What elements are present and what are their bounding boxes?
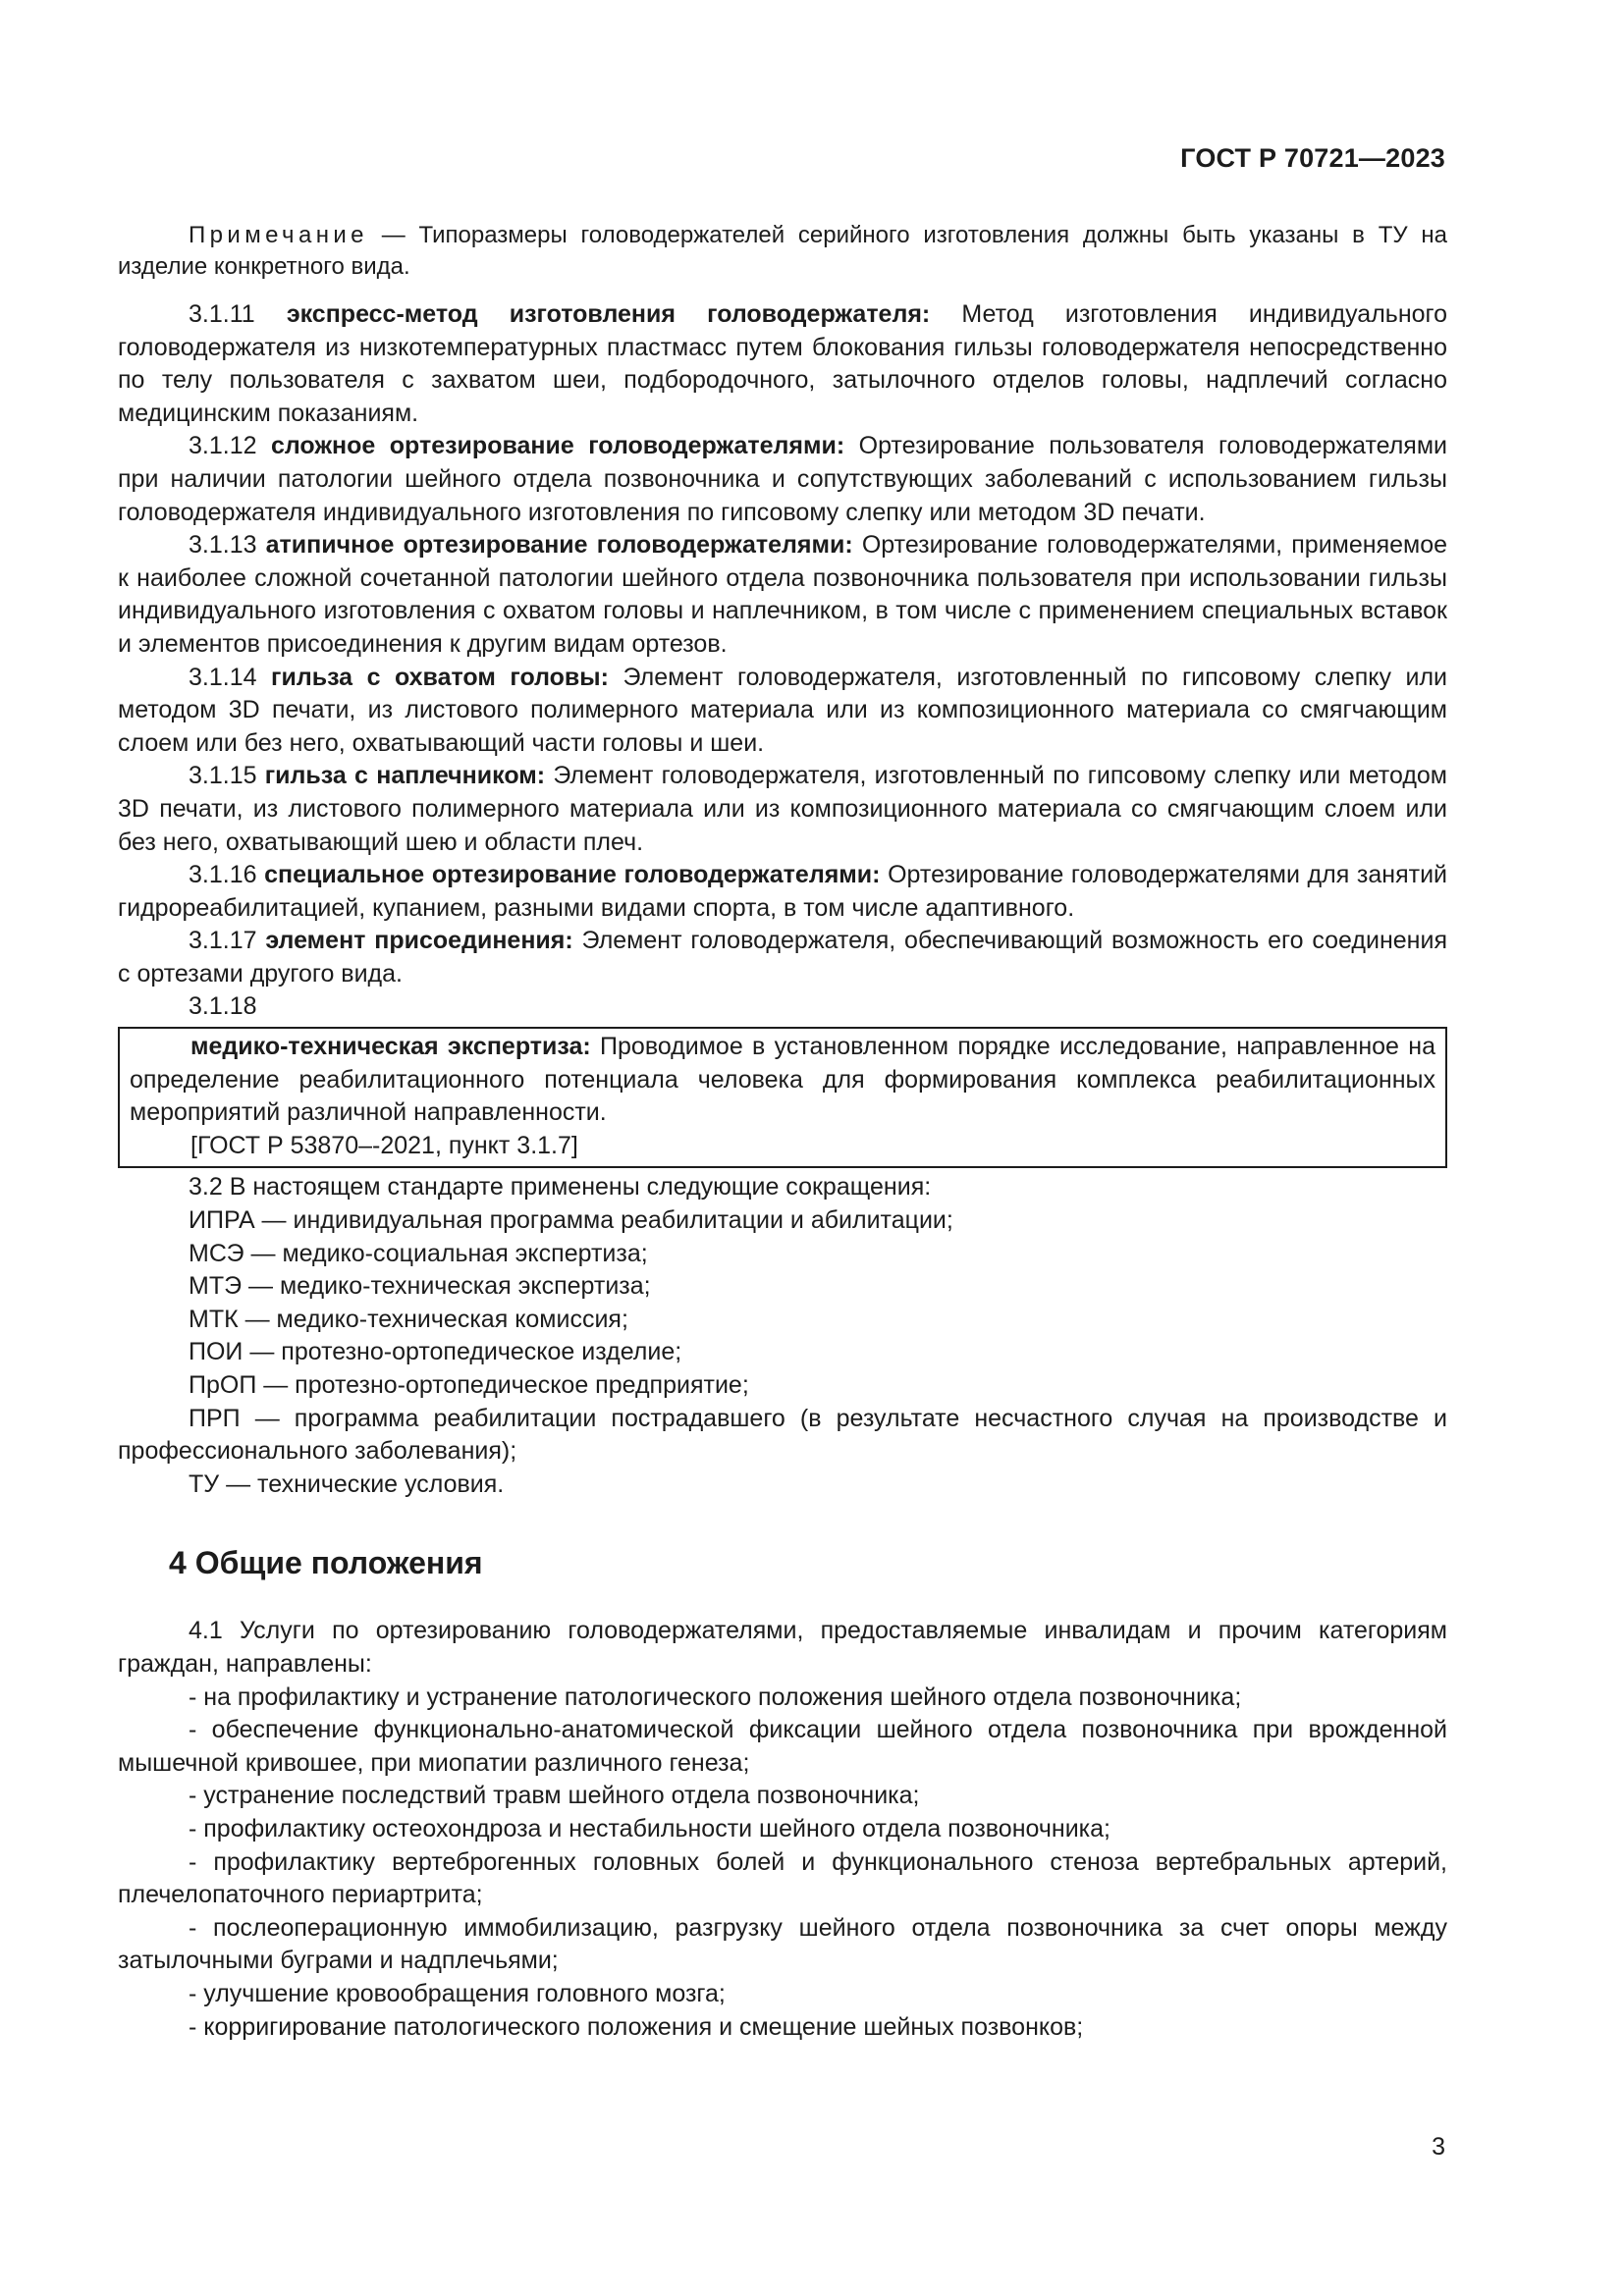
list-item: - послеоперационную иммобилизацию, разгрузку шейного отдела позвоночника за счет опоры между затылочными буграми и надплечьями; xyxy=(118,1913,1447,1975)
abbreviation-item: ИПРА — индивидуальная программа реабилитации и абилитации; xyxy=(189,1206,953,1235)
definition-term: специальное ортезирование головодержателями: xyxy=(264,861,881,889)
note-text: — Типоразмеры головодержателей серийного изготовления должны быть указаны в ТУ на изделие конкретного вида. xyxy=(118,222,1447,280)
definition-term: гильза с наплечником: xyxy=(264,762,546,790)
definition-text: Ортезирование пользователя головодержателями при наличии патологии шейного отдела позвоночника и сопутствующих заболеваний с использованием гильзы головодержателя индивидуального изготовления по гипсовому слепку или методом 3D печати. xyxy=(118,432,1447,526)
abbreviation-item: МТК — медико-техническая комиссия; xyxy=(189,1305,628,1333)
definition-3-1-12 xyxy=(118,430,1447,529)
definition-text: Ортезирование головодержателями для занятий гидрореабилитацией, купанием, разными видами спорта, в том числе адаптивного. xyxy=(118,861,1447,922)
definition-term: гильза с охватом головы: xyxy=(271,663,609,691)
body-text xyxy=(118,220,1447,2044)
abbreviation-item: МСЭ — медико-социальная экспертиза; xyxy=(189,1239,648,1267)
definition-number: 3.1.14 xyxy=(189,663,272,691)
definition-term: сложное ортезирование головодержателями: xyxy=(270,432,845,460)
definition-3-1-14 xyxy=(118,662,1447,761)
definition-text: Метод изготовления индивидуального головодержателя из низкотемпературных пластмасс путем блокования гильзы головодержателя непосредственно по телу пользователя с захватом шеи, подбородочного, затылочного отделов головы, надплечий согласно медицинским показаниям. xyxy=(118,300,1448,427)
abbreviations-intro: 3.2 В настоящем стандарте применены следующие сокращения: xyxy=(189,1173,932,1201)
list-item: - профилактику остеохондроза и нестабильности шейного отдела позвоночника; xyxy=(189,1814,1111,1842)
list-item: - обеспечение функционально-анатомической фиксации шейного отдела позвоночника при врожденной мышечной кривошее, при миопатии различного генеза; xyxy=(118,1716,1447,1777)
definition-number: 3.1.16 xyxy=(189,861,265,889)
abbreviation-item: ПрОП — протезно-ортопедическое предприятие; xyxy=(189,1371,749,1399)
boxed-definition-paragraph xyxy=(130,1031,1435,1130)
definition-number: 3.1.11 xyxy=(189,300,287,328)
note-paragraph xyxy=(118,220,1447,283)
abbreviation-item: ТУ — технические условия. xyxy=(189,1469,505,1498)
abbreviation-item: ПРП — программа реабилитации пострадавшего (в результате несчастного случая на производстве и профессионального заболевания); xyxy=(118,1404,1447,1466)
definition-3-1-16 xyxy=(118,859,1447,925)
definition-3-1-17 xyxy=(118,925,1447,990)
section-4-1-intro: 4.1 Услуги по ортезированию головодержателями, предоставляемые инвалидам и прочим категориям граждан, направлены: xyxy=(118,1617,1447,1678)
boxed-definition-term: медико-техническая экспертиза: xyxy=(190,1033,591,1061)
definition-number: 3.1.13 xyxy=(189,531,266,560)
definition-text: Ортезирование головодержателями, применяемое к наиболее сложной сочетанной патологии шейного отдела позвоночника пользователя при использовании гильзы индивидуального изготовления с охватом головы и наплечником, в том числе с применением специальных вставок и элементов присоединения к другим видам ортезов. xyxy=(118,531,1448,658)
list-item: - на профилактику и устранение патологического положения шейного отдела позвоночника; xyxy=(189,1682,1242,1711)
list-item: - улучшение кровообращения головного мозга; xyxy=(189,1979,726,2007)
definition-text: Элемент головодержателя, обеспечивающий возможность его соединения с ортезами другого вида. xyxy=(118,927,1447,988)
page-number: 3 xyxy=(1432,2133,1445,2161)
boxed-definition-reference: [ГОСТ Р 53870–-2021, пункт 3.1.7] xyxy=(190,1131,578,1159)
boxed-definition-text: Проводимое в установленном порядке исследование, направленное на определение реабилитационного потенциала человека для формирования комплекса реабилитационных мероприятий различной направленности. xyxy=(130,1033,1436,1127)
definition-3-1-13 xyxy=(118,529,1447,661)
definition-number: 3.1.12 xyxy=(189,432,271,460)
note-label: Примечание xyxy=(189,222,368,248)
list-item: - устранение последствий травм шейного отдела позвоночника; xyxy=(189,1782,920,1810)
list-item: - корригирование патологического положения и смещение шейных позвонков; xyxy=(189,2012,1084,2041)
definition-number: 3.1.17 xyxy=(189,927,266,955)
definition-number: 3.1.15 xyxy=(189,762,265,790)
definition-term: элемент присоединения: xyxy=(265,927,573,955)
abbreviation-item: МТЭ — медико-техническая экспертиза; xyxy=(189,1272,651,1301)
definition-3-1-15 xyxy=(118,760,1447,859)
section-4-title: 4 Общие положения xyxy=(169,1545,483,1581)
definition-term: атипичное ортезирование головодержателями: xyxy=(265,531,853,560)
document-code-header: ГОСТ Р 70721—2023 xyxy=(1180,143,1445,173)
definition-term: экспресс-метод изготовления головодержателя: xyxy=(286,300,931,328)
abbreviation-item: ПОИ — протезно-ортопедическое изделие; xyxy=(189,1338,682,1366)
definition-text: Элемент головодержателя, изготовленный по гипсовому слепку или методом 3D печати, из листового полимерного материала или из композиционного материала со смягчающим слоем или без него, охватывающий шею и области плеч. xyxy=(118,762,1447,856)
definition-3-1-18-number: 3.1.18 xyxy=(189,992,257,1021)
list-item: - профилактику вертеброгенных головных болей и функционального стеноза вертебральных артерий, плечелопаточного периартрита; xyxy=(118,1847,1447,1909)
definition-text: Элемент головодержателя, изготовленный по гипсовому слепку или методом 3D печати, из листового полимерного материала или из композиционного материала со смягчающим слоем или без него, охватывающий части головы и шеи. xyxy=(118,663,1448,757)
boxed-definition xyxy=(118,1027,1447,1168)
definition-3-1-11 xyxy=(118,298,1447,430)
